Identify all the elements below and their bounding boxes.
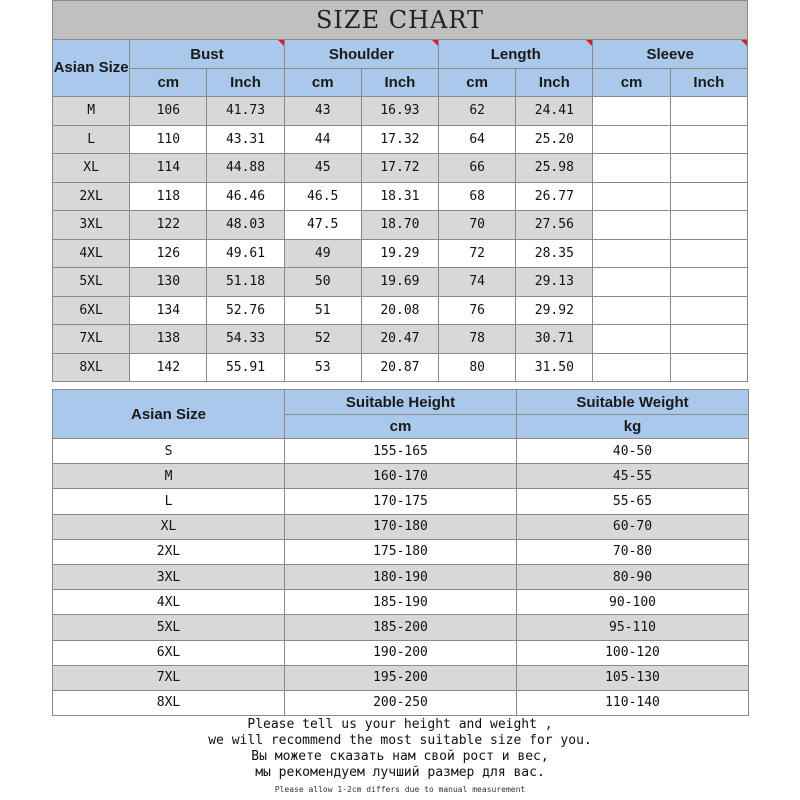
value-cell — [670, 325, 747, 354]
value-cell: 43.31 — [207, 125, 284, 154]
table-row — [53, 211, 748, 240]
value-cell: 19.29 — [361, 239, 438, 268]
value-cell: 19.69 — [361, 268, 438, 297]
value-cell — [670, 296, 747, 325]
size-cell: S — [53, 439, 285, 464]
table-row — [53, 615, 749, 640]
table-row — [53, 590, 749, 615]
table-row — [53, 325, 748, 354]
value-cell — [593, 97, 670, 126]
height-unit: cm — [285, 415, 517, 439]
size-cell: 6XL — [53, 640, 285, 665]
size-cell: 7XL — [53, 325, 130, 354]
unit-header: cm — [130, 69, 207, 97]
suitability-header-row — [53, 390, 749, 415]
table-row — [53, 268, 748, 297]
value-cell: 44.88 — [207, 154, 284, 183]
measurement-table — [52, 39, 748, 382]
weight-cell: 90-100 — [517, 590, 749, 615]
value-cell: 54.33 — [207, 325, 284, 354]
value-cell: 52 — [284, 325, 361, 354]
value-cell: 48.03 — [207, 211, 284, 240]
value-cell — [593, 268, 670, 297]
group-header-bust: Bust — [130, 40, 284, 69]
group-header-length: Length — [439, 40, 593, 69]
value-cell: 47.5 — [284, 211, 361, 240]
table-row — [53, 439, 749, 464]
value-cell: 43 — [284, 97, 361, 126]
value-cell — [593, 211, 670, 240]
size-cell: XL — [53, 514, 285, 539]
value-cell: 74 — [439, 268, 516, 297]
unit-header-row — [53, 69, 748, 97]
size-cell: M — [53, 97, 130, 126]
size-cell: L — [53, 125, 130, 154]
value-cell: 130 — [130, 268, 207, 297]
value-cell: 49.61 — [207, 239, 284, 268]
value-cell: 53 — [284, 353, 361, 382]
unit-header: Inch — [670, 69, 747, 97]
value-cell: 62 — [439, 97, 516, 126]
unit-header: cm — [284, 69, 361, 97]
weight-cell: 100-120 — [517, 640, 749, 665]
value-cell — [593, 353, 670, 382]
size-cell: 5XL — [53, 615, 285, 640]
size-cell: 7XL — [53, 665, 285, 690]
table-row — [53, 125, 748, 154]
value-cell: 29.92 — [516, 296, 593, 325]
height-cell: 155-165 — [285, 439, 517, 464]
value-cell: 51 — [284, 296, 361, 325]
value-cell — [670, 211, 747, 240]
table-row — [53, 514, 749, 539]
suitability-table — [52, 389, 749, 716]
footer-line: we will recommend the most suitable size for you. — [208, 733, 592, 748]
measurement-header-row — [53, 40, 748, 69]
height-cell: 185-190 — [285, 590, 517, 615]
value-cell: 46.46 — [207, 182, 284, 211]
size-chart — [52, 0, 748, 800]
footer-line: мы рекомендуем лучший размер для вас. — [255, 765, 545, 780]
value-cell: 25.98 — [516, 154, 593, 183]
value-cell: 24.41 — [516, 97, 593, 126]
table-row — [53, 665, 749, 690]
value-cell: 49 — [284, 239, 361, 268]
value-cell: 26.77 — [516, 182, 593, 211]
table-row — [53, 489, 749, 514]
height-header: Suitable Height — [285, 390, 517, 415]
weight-cell: 60-70 — [517, 514, 749, 539]
value-cell: 64 — [439, 125, 516, 154]
unit-header: Inch — [516, 69, 593, 97]
table-row — [53, 296, 748, 325]
value-cell — [593, 125, 670, 154]
unit-header: Inch — [361, 69, 438, 97]
value-cell: 55.91 — [207, 353, 284, 382]
size-cell: 5XL — [53, 268, 130, 297]
value-cell: 118 — [130, 182, 207, 211]
value-cell — [670, 125, 747, 154]
value-cell: 110 — [130, 125, 207, 154]
table-row — [53, 464, 749, 489]
value-cell: 76 — [439, 296, 516, 325]
size-cell: M — [53, 464, 285, 489]
unit-header: cm — [593, 69, 670, 97]
value-cell: 17.72 — [361, 154, 438, 183]
value-cell: 17.32 — [361, 125, 438, 154]
height-cell: 175-180 — [285, 539, 517, 564]
size-header: Asian Size — [53, 40, 130, 97]
chart-title: SIZE CHART — [52, 0, 748, 40]
value-cell: 70 — [439, 211, 516, 240]
value-cell — [670, 353, 747, 382]
value-cell: 66 — [439, 154, 516, 183]
size-cell: 6XL — [53, 296, 130, 325]
height-cell: 200-250 — [285, 690, 517, 715]
value-cell: 41.73 — [207, 97, 284, 126]
value-cell: 114 — [130, 154, 207, 183]
weight-cell: 55-65 — [517, 489, 749, 514]
height-cell: 180-190 — [285, 564, 517, 589]
value-cell: 80 — [439, 353, 516, 382]
value-cell — [670, 97, 747, 126]
value-cell: 30.71 — [516, 325, 593, 354]
height-cell: 190-200 — [285, 640, 517, 665]
table-row — [53, 239, 748, 268]
value-cell — [670, 239, 747, 268]
unit-header: cm — [439, 69, 516, 97]
value-cell: 20.87 — [361, 353, 438, 382]
size-cell: 2XL — [53, 539, 285, 564]
weight-cell: 45-55 — [517, 464, 749, 489]
value-cell: 134 — [130, 296, 207, 325]
table-row — [53, 154, 748, 183]
value-cell — [670, 182, 747, 211]
value-cell: 27.56 — [516, 211, 593, 240]
value-cell: 50 — [284, 268, 361, 297]
value-cell: 31.50 — [516, 353, 593, 382]
weight-cell: 105-130 — [517, 665, 749, 690]
size-cell: 3XL — [53, 211, 130, 240]
group-header-shoulder: Shoulder — [284, 40, 438, 69]
value-cell: 45 — [284, 154, 361, 183]
size-cell: 8XL — [53, 690, 285, 715]
table-row — [53, 353, 748, 382]
value-cell — [593, 239, 670, 268]
table-row — [53, 97, 748, 126]
table-row — [53, 690, 749, 715]
height-cell: 195-200 — [285, 665, 517, 690]
value-cell: 20.47 — [361, 325, 438, 354]
size-cell: 2XL — [53, 182, 130, 211]
group-header-sleeve: Sleeve — [593, 40, 748, 69]
value-cell: 142 — [130, 353, 207, 382]
value-cell: 68 — [439, 182, 516, 211]
weight-cell: 40-50 — [517, 439, 749, 464]
value-cell: 28.35 — [516, 239, 593, 268]
value-cell: 29.13 — [516, 268, 593, 297]
value-cell: 78 — [439, 325, 516, 354]
table-row — [53, 640, 749, 665]
weight-cell: 70-80 — [517, 539, 749, 564]
table-row — [53, 539, 749, 564]
weight-cell: 95-110 — [517, 615, 749, 640]
size-cell: 8XL — [53, 353, 130, 382]
value-cell: 51.18 — [207, 268, 284, 297]
height-cell: 170-180 — [285, 514, 517, 539]
value-cell: 25.20 — [516, 125, 593, 154]
height-cell: 160-170 — [285, 464, 517, 489]
value-cell: 44 — [284, 125, 361, 154]
size-cell: 3XL — [53, 564, 285, 589]
measurement-note: Please allow 1-2cm differs due to manual measurement — [274, 785, 526, 794]
size-cell: L — [53, 489, 285, 514]
value-cell — [670, 154, 747, 183]
value-cell: 52.76 — [207, 296, 284, 325]
size-header: Asian Size — [53, 390, 285, 439]
weight-cell: 80-90 — [517, 564, 749, 589]
value-cell: 72 — [439, 239, 516, 268]
size-cell: XL — [53, 154, 130, 183]
value-cell: 106 — [130, 97, 207, 126]
weight-header: Suitable Weight — [517, 390, 749, 415]
value-cell: 18.70 — [361, 211, 438, 240]
table-row — [53, 182, 748, 211]
unit-header: Inch — [207, 69, 284, 97]
value-cell — [593, 296, 670, 325]
size-cell: 4XL — [53, 590, 285, 615]
weight-unit: kg — [517, 415, 749, 439]
height-cell: 170-175 — [285, 489, 517, 514]
value-cell: 16.93 — [361, 97, 438, 126]
weight-cell: 110-140 — [517, 690, 749, 715]
value-cell: 18.31 — [361, 182, 438, 211]
table-row — [53, 564, 749, 589]
value-cell — [593, 182, 670, 211]
footer-line: Please tell us your height and weight , — [247, 717, 553, 732]
value-cell — [593, 154, 670, 183]
value-cell: 46.5 — [284, 182, 361, 211]
footer-line: Вы можете сказать нам свой рост и вес, — [251, 749, 549, 764]
size-cell: 4XL — [53, 239, 130, 268]
value-cell: 20.08 — [361, 296, 438, 325]
value-cell: 122 — [130, 211, 207, 240]
value-cell — [593, 325, 670, 354]
value-cell: 138 — [130, 325, 207, 354]
value-cell — [670, 268, 747, 297]
value-cell: 126 — [130, 239, 207, 268]
footer-notes — [52, 717, 748, 794]
height-cell: 185-200 — [285, 615, 517, 640]
